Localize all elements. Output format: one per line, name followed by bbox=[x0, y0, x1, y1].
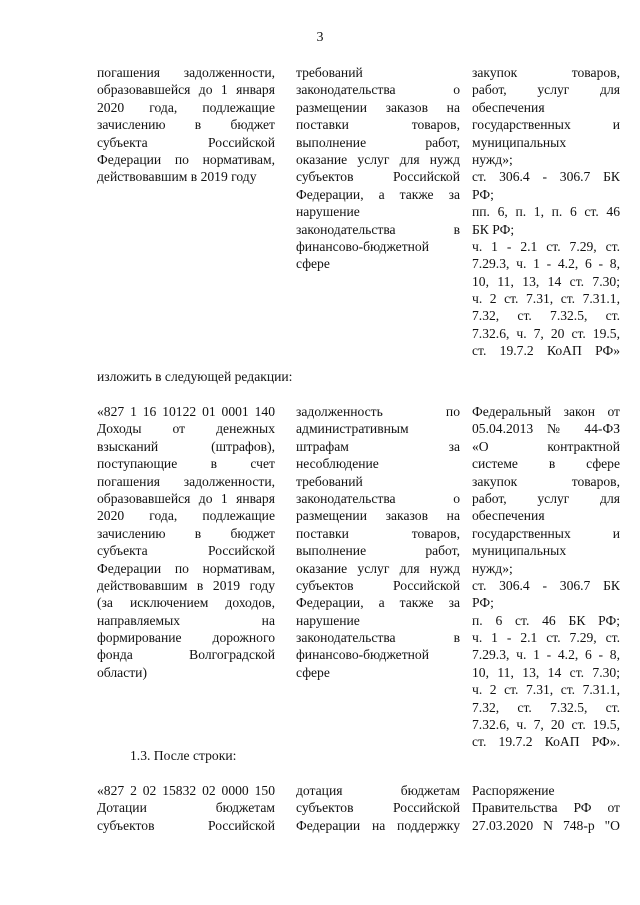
text-line: ст. 306.4 - 306.7 БК bbox=[472, 169, 620, 185]
block1-revenue-name bbox=[296, 64, 460, 273]
text-line: фонда Волгоградской bbox=[97, 647, 275, 663]
block3-code-description bbox=[97, 782, 275, 834]
text-line: «827 1 16 10122 01 0001 140 bbox=[97, 404, 275, 419]
text-line: Федеральный закон от bbox=[472, 404, 620, 419]
text-line: поставки товаров, bbox=[296, 525, 460, 541]
text-line: Распоряжение bbox=[472, 783, 555, 798]
text-line: субъектов Российской bbox=[97, 817, 275, 833]
text-line: БК РФ; bbox=[472, 221, 515, 237]
block2-revenue-name bbox=[296, 403, 460, 681]
text-line: требований bbox=[296, 473, 363, 489]
text-line: размещении заказов на bbox=[296, 508, 460, 524]
text-line: финансово-бюджетной bbox=[296, 647, 429, 663]
text-line: 05.04.2013 № 44-ФЗ bbox=[472, 421, 620, 437]
text-line: обеспечения bbox=[472, 508, 545, 524]
text-line: требований bbox=[296, 65, 363, 80]
text-line: ст. 306.4 - 306.7 БК bbox=[472, 577, 620, 593]
block1-legal-basis bbox=[472, 64, 620, 360]
text-line: нужд»; bbox=[472, 560, 513, 576]
block3-revenue-name bbox=[296, 782, 460, 834]
text-line: 10, 11, 13, 14 ст. 7.30; bbox=[472, 664, 620, 680]
text-line: субъектов Российской bbox=[296, 169, 460, 185]
text-line: ч. 2 ст. 7.31, ст. 7.31.1, bbox=[472, 291, 620, 307]
text-line: несоблюдение bbox=[296, 456, 379, 472]
text-line: РФ; bbox=[472, 186, 494, 202]
text-line: Федерации, а также за bbox=[296, 595, 460, 611]
text-line: Доходы от денежных bbox=[97, 421, 275, 437]
text-line: системе в сфере bbox=[472, 456, 620, 472]
text-line: образовавшейся до 1 января bbox=[97, 490, 275, 506]
text-line: закупок товаров, bbox=[472, 473, 620, 489]
instruction-text: изложить в следующей редакции: bbox=[97, 369, 293, 384]
text-line: ч. 1 - 2.1 ст. 7.29, ст. bbox=[472, 630, 620, 646]
text-line: обеспечения bbox=[472, 99, 545, 115]
text-line: работ, услуг для bbox=[472, 490, 620, 506]
text-line: задолженность по bbox=[296, 404, 460, 419]
text-line: законодательства в bbox=[296, 221, 460, 237]
text-line: сфере bbox=[296, 256, 330, 272]
section-heading: 1.3. После строки: bbox=[130, 748, 237, 763]
text-line: формирование дорожного bbox=[97, 630, 275, 646]
text-line: п. 6 ст. 46 БК РФ; bbox=[472, 612, 620, 628]
text-line: 27.03.2020 N 748-р "О bbox=[472, 817, 620, 833]
text-line: субъекта Российской bbox=[97, 134, 275, 150]
text-line: погашения задолженности, bbox=[97, 65, 275, 80]
text-line: Федерации, а также за bbox=[296, 186, 460, 202]
page-number: 3 bbox=[316, 30, 324, 45]
text-line: штрафам за bbox=[296, 438, 460, 454]
text-line: ч. 2 ст. 7.31, ст. 7.31.1, bbox=[472, 682, 620, 698]
text-line: выполнение работ, bbox=[296, 134, 460, 150]
text-line: действовавшим в 2019 году bbox=[97, 577, 275, 593]
text-line: зачислению в бюджет bbox=[97, 117, 275, 133]
text-line: (за исключением доходов, bbox=[97, 595, 275, 611]
text-line: 7.32, ст. 7.32.5, ст. bbox=[472, 308, 620, 324]
text-line: поступающие в счет bbox=[97, 456, 275, 472]
text-line: законодательства о bbox=[296, 490, 460, 506]
block1-code-description bbox=[97, 64, 275, 186]
text-line: 7.29.3, ч. 1 - 4.2, 6 - 8, bbox=[472, 256, 620, 272]
text-line: оказание услуг для нужд bbox=[296, 560, 460, 576]
text-line: финансово-бюджетной bbox=[296, 238, 429, 254]
block2-code-description bbox=[97, 403, 275, 681]
text-line: муниципальных bbox=[472, 543, 567, 559]
text-line: взысканий (штрафов), bbox=[97, 438, 275, 454]
text-line: 10, 11, 13, 14 ст. 7.30; bbox=[472, 273, 620, 289]
text-line: «827 2 02 15832 02 0000 150 bbox=[97, 783, 275, 798]
text-line: дотация бюджетам bbox=[296, 783, 460, 798]
text-line: 7.32.6, ч. 7, 20 ст. 19.5, bbox=[472, 325, 620, 341]
text-line: Правительства РФ от bbox=[472, 800, 620, 816]
text-line: поставки товаров, bbox=[296, 117, 460, 133]
text-line: образовавшейся до 1 января bbox=[97, 82, 275, 98]
text-line: законодательства о bbox=[296, 82, 460, 98]
text-line: Федерации по нормативам, bbox=[97, 560, 275, 576]
block3-legal-basis bbox=[472, 782, 620, 834]
text-line: нарушение bbox=[296, 612, 360, 628]
text-line: субъектов Российской bbox=[296, 800, 460, 816]
text-line: муниципальных bbox=[472, 134, 567, 150]
text-line: области) bbox=[97, 664, 147, 680]
text-line: государственных и bbox=[472, 117, 620, 133]
text-line: Федерации на поддержку bbox=[296, 817, 460, 833]
text-line: ст. 19.7.2 КоАП РФ». bbox=[472, 734, 620, 750]
text-line: нужд»; bbox=[472, 151, 513, 167]
text-line: 2020 года, подлежащие bbox=[97, 508, 275, 524]
text-line: РФ; bbox=[472, 595, 494, 611]
text-line: 7.32.6, ч. 7, 20 ст. 19.5, bbox=[472, 717, 620, 733]
text-line: выполнение работ, bbox=[296, 543, 460, 559]
text-line: пп. 6, п. 1, п. 6 ст. 46 bbox=[472, 204, 620, 220]
text-line: нарушение bbox=[296, 204, 360, 220]
text-line: ч. 1 - 2.1 ст. 7.29, ст. bbox=[472, 238, 620, 254]
text-line: Федерации по нормативам, bbox=[97, 151, 275, 167]
text-line: зачислению в бюджет bbox=[97, 525, 275, 541]
text-line: направляемых на bbox=[97, 612, 275, 628]
text-line: 2020 года, подлежащие bbox=[97, 99, 275, 115]
text-line: административным bbox=[296, 421, 409, 437]
text-line: размещении заказов на bbox=[296, 99, 460, 115]
block2-legal-basis bbox=[472, 403, 620, 751]
text-line: 7.32, ст. 7.32.5, ст. bbox=[472, 699, 620, 715]
text-line: ст. 19.7.2 КоАП РФ» bbox=[472, 343, 620, 359]
text-line: «О контрактной bbox=[472, 438, 620, 454]
text-line: оказание услуг для нужд bbox=[296, 151, 460, 167]
text-line: погашения задолженности, bbox=[97, 473, 275, 489]
text-line: субъектов Российской bbox=[296, 577, 460, 593]
text-line: работ, услуг для bbox=[472, 82, 620, 98]
text-line: действовавшим в 2019 году bbox=[97, 169, 257, 185]
text-line: закупок товаров, bbox=[472, 65, 620, 80]
text-line: Дотации бюджетам bbox=[97, 800, 275, 816]
text-line: 7.29.3, ч. 1 - 4.2, 6 - 8, bbox=[472, 647, 620, 663]
text-line: законодательства в bbox=[296, 630, 460, 646]
text-line: сфере bbox=[296, 664, 330, 680]
text-line: субъекта Российской bbox=[97, 543, 275, 559]
text-line: государственных и bbox=[472, 525, 620, 541]
